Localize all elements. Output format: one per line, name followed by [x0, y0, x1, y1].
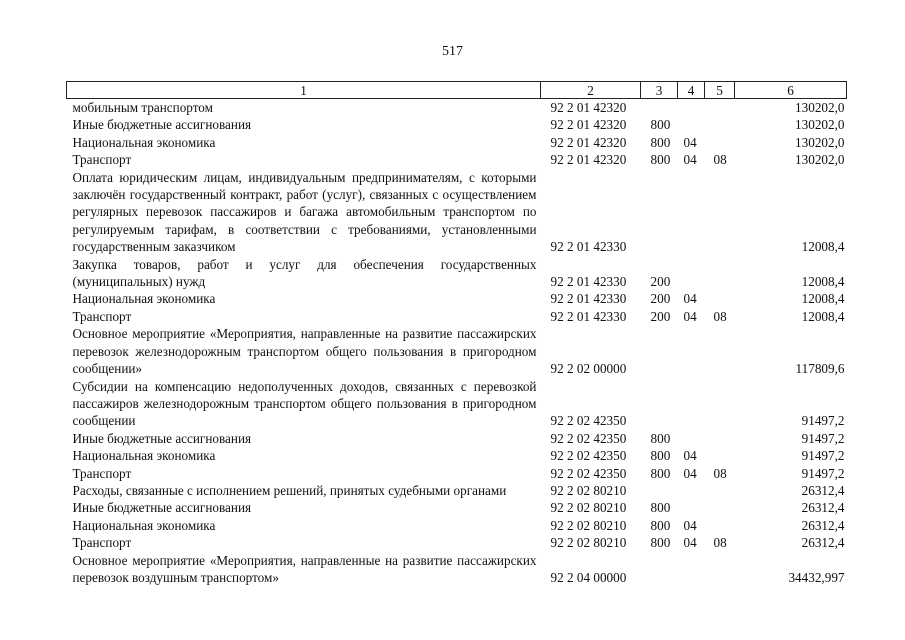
row-name-cell: мобильным транспортом — [72, 100, 213, 115]
row-amount-cell: 12008,4 — [801, 274, 845, 290]
row-vr-cell: 800 — [650, 430, 671, 446]
table-row — [67, 552, 847, 587]
row-amount-cell: 34432,997 — [788, 569, 845, 585]
row-amount-cell: 117809,6 — [795, 361, 845, 377]
table-row — [67, 517, 847, 534]
row-amount-cell: 26312,4 — [801, 517, 845, 533]
row-rz-cell: 04 — [683, 517, 697, 533]
row-name-cell: Транспорт — [72, 535, 132, 551]
row-name-cell: Транспорт — [72, 308, 132, 324]
row-code-cell: 92 2 02 80210 — [550, 535, 627, 551]
row-amount-cell: 12008,4 — [801, 291, 845, 307]
row-code-cell: 92 2 01 42320 — [550, 134, 627, 150]
row-rz-cell — [678, 99, 705, 117]
row-amount-cell: 130202,0 — [795, 117, 845, 133]
table-row — [67, 134, 847, 151]
row-rz-cell — [678, 430, 705, 447]
row-rz-cell: 04 — [683, 448, 697, 464]
row-rz-cell — [678, 378, 705, 430]
row-pr-cell: 08 — [713, 152, 727, 168]
table-row — [67, 447, 847, 464]
row-code-cell: 92 2 04 00000 — [550, 569, 627, 585]
row-pr-cell — [705, 169, 735, 256]
row-pr-cell: 08 — [713, 465, 727, 481]
row-name-cell: Иные бюджетные ассигнования — [72, 430, 252, 446]
table-row — [67, 325, 847, 377]
row-vr-cell: 800 — [650, 134, 671, 150]
row-name-cell: Оплата юридическим лицам, индивидуальным предпринимателям, с которыми заключён государственный контракт, работ (услуг), связанных с осуществлением регулярных перевозок пассажиров и багажа автомобильным транспортом по регулируемым тарифам, в соответствии с требованиями, установленными государственным заказчиком — [72, 169, 537, 255]
row-vr-cell — [641, 552, 678, 587]
row-rz-cell: 04 — [683, 152, 697, 168]
table-row — [67, 465, 847, 482]
row-rz-cell — [678, 482, 705, 499]
row-code-cell: 92 2 01 42330 — [550, 308, 627, 324]
table-row — [67, 499, 847, 516]
row-rz-cell: 04 — [683, 134, 697, 150]
row-amount-cell: 130202,0 — [795, 134, 845, 150]
row-code-cell: 92 2 02 42350 — [550, 413, 627, 429]
row-vr-cell: 800 — [650, 517, 671, 533]
table-row — [67, 169, 847, 256]
row-pr-cell: 08 — [713, 308, 727, 324]
row-code-cell: 92 2 02 00000 — [550, 361, 627, 377]
row-amount-cell: 130202,0 — [795, 100, 845, 115]
row-rz-cell — [678, 499, 705, 516]
row-pr-cell — [705, 378, 735, 430]
row-vr-cell — [641, 99, 678, 117]
row-code-cell: 92 2 02 42350 — [550, 465, 627, 481]
row-rz-cell — [678, 256, 705, 291]
row-amount-cell: 91497,2 — [801, 448, 845, 464]
row-rz-cell — [678, 116, 705, 133]
row-pr-cell — [705, 325, 735, 377]
row-pr-cell — [705, 256, 735, 291]
row-vr-cell — [641, 325, 678, 377]
row-name-cell: Иные бюджетные ассигнования — [72, 117, 252, 133]
row-rz-cell: 04 — [683, 535, 697, 551]
row-name-cell: Иные бюджетные ассигнования — [72, 500, 252, 516]
row-name-cell: Основное мероприятие «Мероприятия, направленные на развитие пассажирских перевозок железнодорожным транспортом общего пользования в пригородном сообщении» — [72, 326, 537, 377]
row-amount-cell: 26312,4 — [801, 535, 845, 551]
row-vr-cell — [641, 482, 678, 499]
header-row — [67, 82, 847, 99]
table-row — [67, 308, 847, 325]
row-vr-cell: 800 — [650, 535, 671, 551]
row-vr-cell: 200 — [650, 291, 671, 307]
row-code-cell: 92 2 01 42330 — [550, 291, 627, 307]
row-name-cell: Расходы, связанные с исполнением решений, принятых судебными органами — [72, 482, 507, 498]
table-row — [67, 99, 847, 117]
header-cell-pr: 5 — [705, 82, 735, 99]
row-name-cell: Национальная экономика — [72, 448, 216, 464]
row-vr-cell: 200 — [650, 274, 671, 290]
row-vr-cell: 800 — [650, 117, 671, 133]
row-pr-cell — [705, 134, 735, 151]
table-row — [67, 151, 847, 168]
row-amount-cell: 91497,2 — [801, 465, 845, 481]
header-cell-vr: 3 — [641, 82, 678, 99]
page-number: 517 — [442, 44, 463, 59]
row-name-cell: Основное мероприятие «Мероприятия, направленные на развитие пассажирских перевозок воздушным транспортом» — [72, 552, 537, 585]
row-pr-cell — [705, 430, 735, 447]
row-amount-cell: 26312,4 — [801, 500, 845, 516]
row-name-cell: Закупка товаров, работ и услуг для обеспечения государственных (муниципальных) нужд — [72, 256, 537, 290]
row-name-cell: Национальная экономика — [72, 134, 216, 150]
row-code-cell: 92 2 01 42320 — [550, 117, 627, 133]
table-row — [67, 290, 847, 307]
row-name-cell: Национальная экономика — [72, 517, 216, 533]
row-vr-cell: 800 — [650, 152, 671, 168]
row-rz-cell: 04 — [683, 465, 697, 481]
row-amount-cell: 91497,2 — [801, 430, 845, 446]
table-body — [67, 99, 847, 587]
header-cell-code: 2 — [541, 82, 641, 99]
row-amount-cell: 130202,0 — [795, 152, 845, 168]
row-vr-cell: 800 — [650, 448, 671, 464]
row-pr-cell: 08 — [713, 535, 727, 551]
row-rz-cell: 04 — [683, 291, 697, 307]
row-amount-cell: 91497,2 — [801, 413, 845, 429]
row-vr-cell — [641, 169, 678, 256]
row-pr-cell — [705, 552, 735, 587]
row-name-cell: Национальная экономика — [72, 291, 216, 307]
row-code-cell: 92 2 01 42330 — [550, 274, 627, 290]
row-code-cell: 92 2 01 42320 — [550, 100, 627, 115]
row-pr-cell — [705, 482, 735, 499]
row-amount-cell: 12008,4 — [801, 308, 845, 324]
row-name-cell: Транспорт — [72, 152, 132, 168]
header-cell-name: 1 — [67, 82, 541, 99]
budget-table — [66, 81, 847, 586]
row-pr-cell — [705, 517, 735, 534]
row-name-cell: Транспорт — [72, 465, 132, 481]
row-code-cell: 92 2 02 80210 — [550, 517, 627, 533]
row-amount-cell: 26312,4 — [801, 482, 845, 498]
row-code-cell: 92 2 01 42320 — [550, 152, 627, 168]
table-row — [67, 378, 847, 430]
row-code-cell: 92 2 02 80210 — [550, 500, 627, 516]
row-code-cell: 92 2 01 42330 — [550, 239, 627, 255]
table-row — [67, 534, 847, 551]
row-code-cell: 92 2 02 42350 — [550, 448, 627, 464]
table-row — [67, 116, 847, 133]
row-pr-cell — [705, 447, 735, 464]
row-pr-cell — [705, 290, 735, 307]
row-name-cell: Субсидии на компенсацию недополученных доходов, связанных с перевозкой пассажиров железнодорожным транспортом общего пользования в пригородном сообщении — [72, 378, 537, 429]
row-amount-cell: 12008,4 — [801, 239, 845, 255]
row-rz-cell — [678, 169, 705, 256]
row-vr-cell: 800 — [650, 465, 671, 481]
table-row — [67, 256, 847, 291]
row-rz-cell: 04 — [683, 308, 697, 324]
row-pr-cell — [705, 499, 735, 516]
row-pr-cell — [705, 116, 735, 133]
table-row — [67, 482, 847, 499]
row-code-cell: 92 2 02 42350 — [550, 430, 627, 446]
row-vr-cell: 200 — [650, 308, 671, 324]
header-cell-rz: 4 — [678, 82, 705, 99]
row-rz-cell — [678, 552, 705, 587]
table-header — [67, 82, 847, 99]
row-vr-cell: 800 — [650, 500, 671, 516]
table-row — [67, 430, 847, 447]
row-code-cell: 92 2 02 80210 — [550, 482, 627, 498]
row-rz-cell — [678, 325, 705, 377]
header-cell-amount: 6 — [735, 82, 847, 99]
row-vr-cell — [641, 378, 678, 430]
row-pr-cell — [705, 99, 735, 117]
